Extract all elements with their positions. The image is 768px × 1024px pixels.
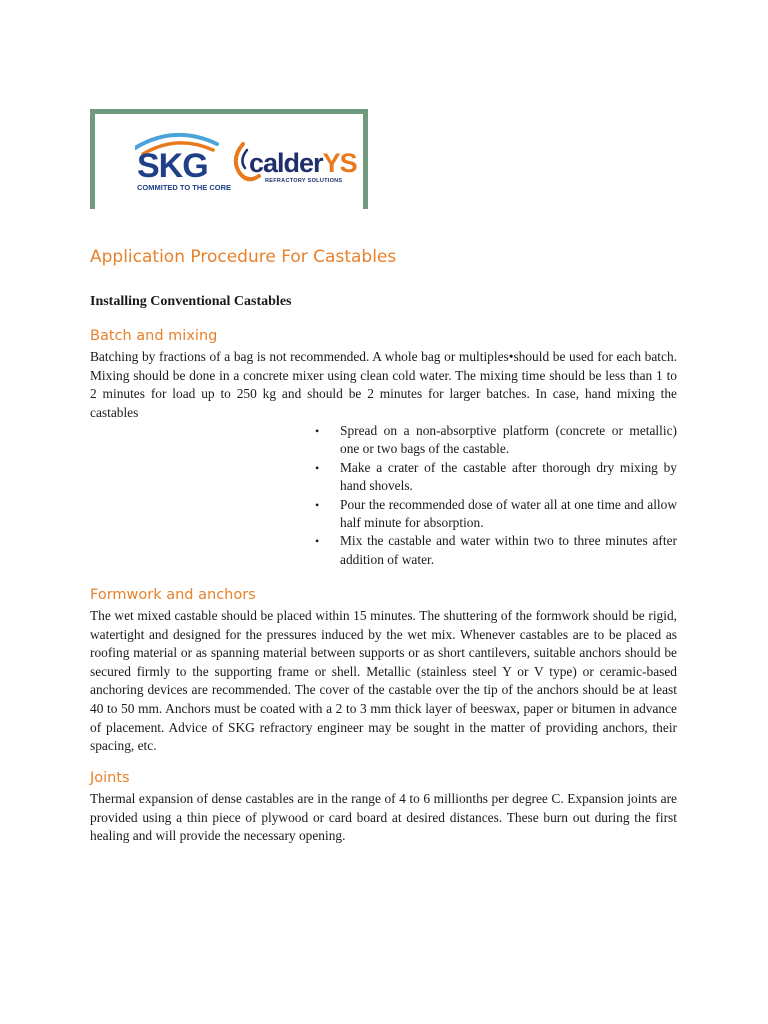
calderys-logo-text <box>249 148 357 179</box>
bullet-icon: • <box>315 497 320 512</box>
section-body-joints: Thermal expansion of dense castables are in the range of 4 to 6 millionths per degree C. Expansion joints are provided using a thin piece of plywood or card board at desired distances. These burn out during the first healing and will provide the necessary opening. <box>90 791 677 844</box>
logo-frame <box>90 109 368 209</box>
list-item <box>312 459 677 496</box>
skg-logo-tagline: COMMITED TO THE CORE <box>137 183 232 192</box>
calderys-logo-tagline: REFRACTORY SOLUTIONS <box>265 178 343 184</box>
calderys-logo-accent: YS <box>322 148 357 178</box>
calderys-logo-main: calder <box>249 148 323 178</box>
bullet-text: Make a crater of the castable after thorough dry mixing by hand shovels. <box>340 459 677 494</box>
batch-bullet-list <box>312 422 677 569</box>
section-heading-batch: Batch and mixing <box>90 328 218 344</box>
list-item <box>312 532 677 569</box>
bullet-text: Pour the recommended dose of water all at one time and allow half minute for absorption. <box>340 496 677 531</box>
bullet-text: Mix the castable and water within two to three minutes after addition of water. <box>340 533 677 567</box>
bullet-icon: • <box>315 534 320 549</box>
section-heading-formwork: Formwork and anchors <box>90 587 256 603</box>
section-body-formwork: The wet mixed castable should be placed within 15 minutes. The shuttering of the formwork should be rigid, watertight and designed for the pressures induced by the wet mix. Whenever castables are to be placed as roofing material or as spanning material between supports or as short cantilevers, suitable anchors should be secured firmly to the supporting frame or shell. Metallic (stainless steel Y or V type) or ceramic-based anchoring devices are recommended. The cover of the castable over the tip of the anchors should be at least 40 to 50 mm. Anchors must be coated with a 2 to 3 mm thick layer of beeswax, paper or bitumen in advance of placement. Advice of SKG refractory engineer may be sought in the matter of providing anchors, their spacing, etc. <box>90 608 677 754</box>
list-item <box>312 496 677 533</box>
bullet-icon: • <box>315 424 320 438</box>
document-title: Application Procedure For Castables <box>90 247 397 267</box>
bullet-text: Spread on a non-absorptive platform (concrete or metallic) one or two bags of the castable. <box>340 423 677 457</box>
bullet-icon: • <box>315 460 320 475</box>
section-body-batch: Batching by fractions of a bag is not recommended. A whole bag or multiples•should be used for each batch. Mixing should be done in a concrete mixer using clean cold water. The mixing time should be less than 1 to 2 minutes for load up to 250 kg and should be 2 minutes for larger batches. In case, hand mixing the castables <box>90 349 677 420</box>
skg-logo-text: SKG <box>137 147 208 185</box>
section-heading-joints: Joints <box>90 770 130 786</box>
document-subtitle: Installing Conventional Castables <box>90 294 292 309</box>
list-item <box>312 422 677 459</box>
